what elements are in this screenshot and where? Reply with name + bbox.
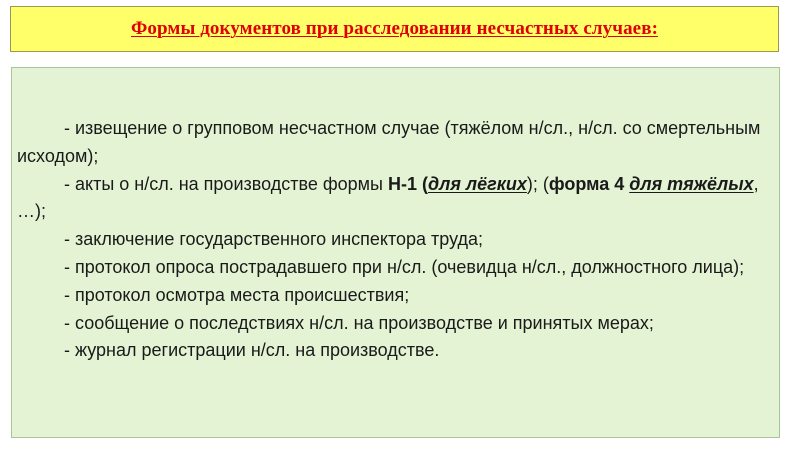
acts-text: - акты о н/сл. на производстве формы: [64, 173, 388, 194]
list-item-registration-journal: - журнал регистрации н/сл. на производстве.: [64, 340, 440, 361]
list-item-victim-interview: - протокол опроса пострадавшего при н/сл. (очевидца н/сл., должностного лица);: [64, 256, 745, 277]
form-n1-label: [388, 174, 527, 194]
form-4-code: форма 4: [548, 173, 630, 194]
form-4-note: для тяжёлых: [629, 173, 754, 194]
list-item-inspector-conclusion: - заключение государственного инспектора труда;: [64, 229, 484, 250]
document-list: [17, 115, 772, 365]
list-item-notification: - извещение о групповом несчастном случае (тяжёлом н/сл., н/сл. со смертельным исходом);: [17, 118, 761, 166]
acts-separator: ); (: [526, 173, 549, 194]
title-banner: [10, 6, 779, 52]
list-item-site-inspection: - протокол осмотра места происшествия;: [64, 284, 410, 305]
form-n1-code: Н-1 (: [388, 173, 428, 194]
list-item-consequences-report: - сообщение о последствиях н/сл. на производстве и принятых мерах;: [64, 312, 654, 333]
form-n1-note: для лёгких: [428, 173, 527, 194]
acts-tail: , …);: [17, 173, 759, 222]
form-4-label: [549, 174, 754, 194]
slide-title: Формы документов при расследовании несчастных случаев:: [131, 18, 658, 39]
list-item-acts: [17, 171, 772, 227]
content-panel: [11, 67, 780, 438]
